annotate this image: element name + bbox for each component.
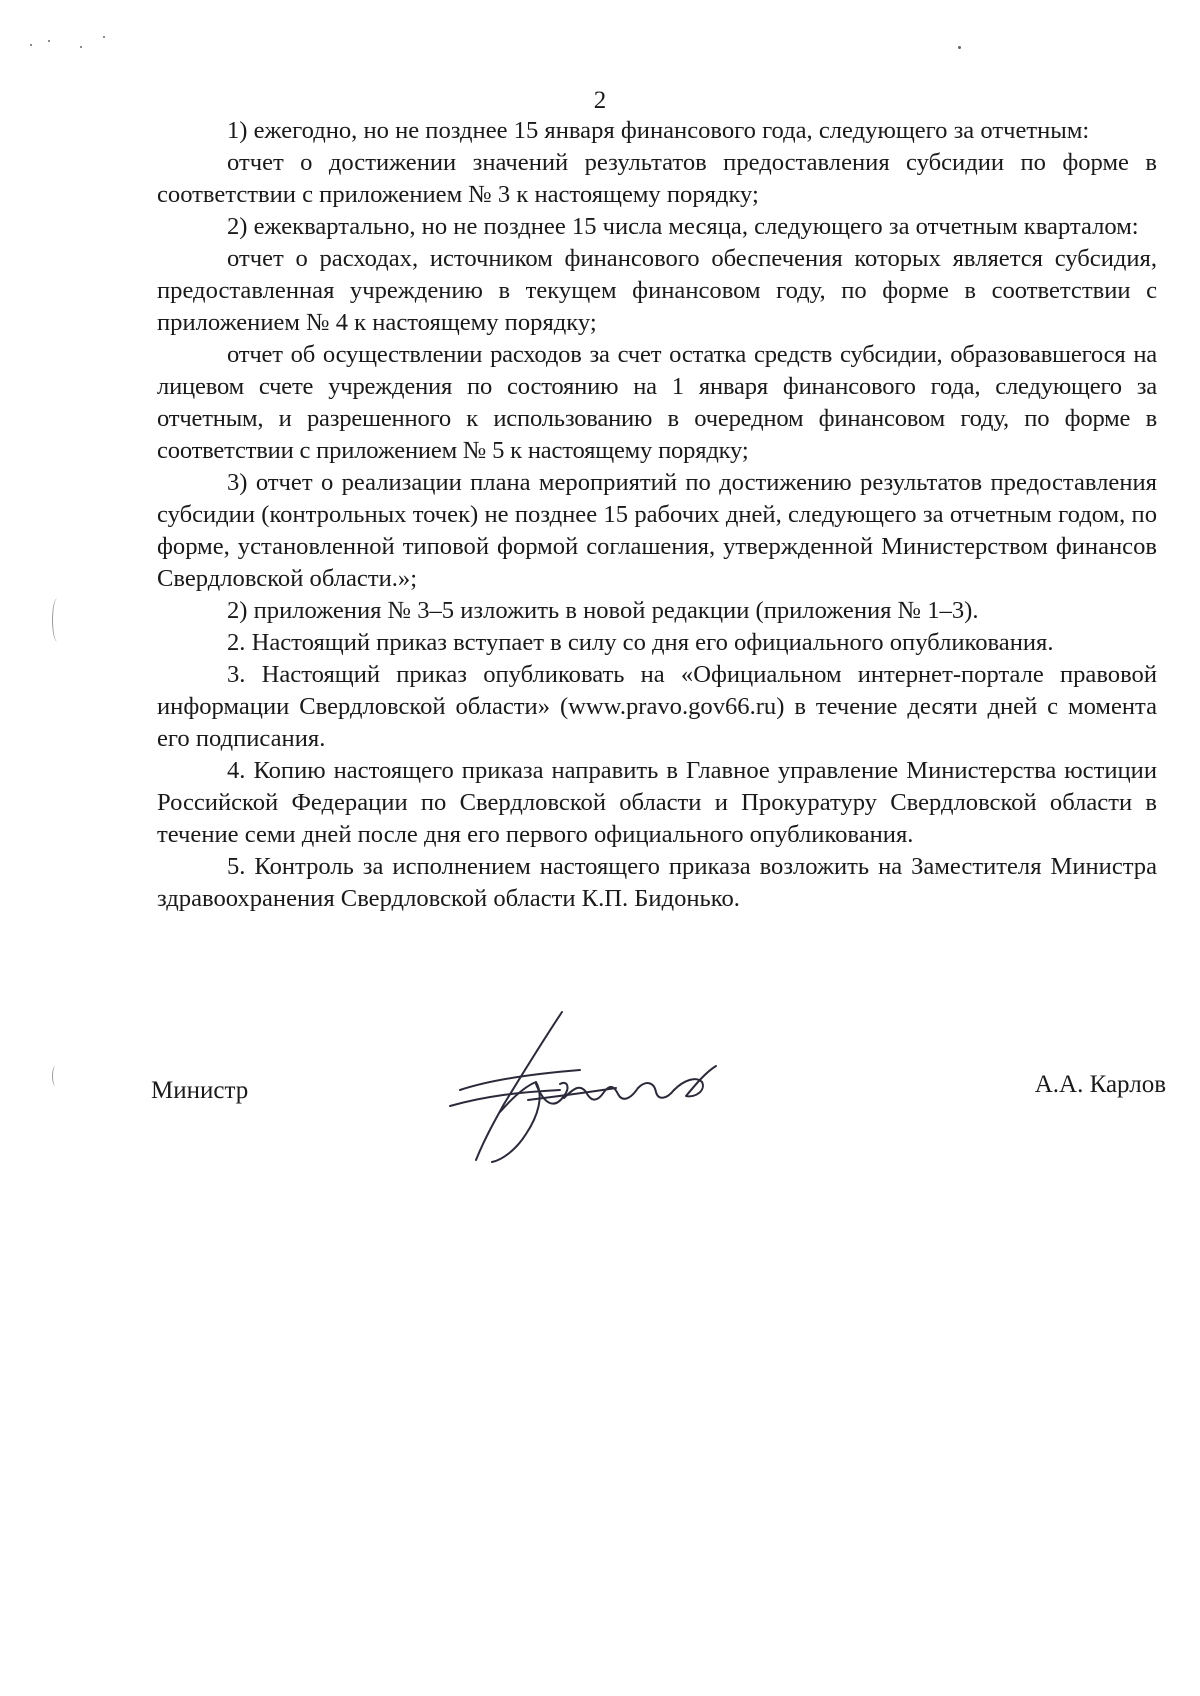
paragraph: отчет об осуществлении расходов за счет остатка средств субсидии, образовавшегося на лицевом счете учреждения по состоянию на 1 января финансового года, следующего за отчетным, и разрешенного к использованию в очередном финансовом году, по форме в соответствии с приложением № 5 к настоящему порядку;: [157, 341, 1157, 464]
signatory-name: А.А. Карлов: [1034, 1071, 1166, 1098]
scan-speck: [48, 40, 50, 42]
paragraph: 4. Копию настоящего приказа направить в Главное управление Министерства юстиции Российской Федерации по Свердловской области и Прокуратуру Свердловской области в течение семи дней после дня его первого официального опубликования.: [157, 757, 1157, 848]
handwritten-signature: [440, 1000, 770, 1175]
scan-speck: [958, 46, 961, 49]
scan-speck: [103, 36, 105, 38]
paragraph: отчет о расходах, источником финансового обеспечения которых является субсидия, предоставленная учреждению в текущем финансовом году, по форме в соответствии с приложением № 4 к настоящему порядку;: [157, 245, 1157, 336]
paragraph: отчет о достижении значений результатов предоставления субсидии по форме в соответствии с приложением № 3 к настоящему порядку;: [157, 149, 1157, 208]
paragraph: 2. Настоящий приказ вступает в силу со дня его официального опубликования.: [227, 629, 1054, 656]
paragraph: 5. Контроль за исполнением настоящего приказа возложить на Заместителя Министра здравоохранения Свердловской области К.П. Бидонько.: [157, 853, 1157, 912]
signatory-title: Министр: [151, 1077, 249, 1104]
signature-block: [0, 1000, 1200, 1200]
paragraph: 3. Настоящий приказ опубликовать на «Официальном интернет-портале правовой информации Свердловской области» (www.pravo.gov66.ru) в течение десяти дней с момента его подписания.: [157, 661, 1157, 752]
paragraph: 1) ежегодно, но не позднее 15 января финансового года, следующего за отчетным:: [227, 117, 1090, 144]
scan-speck: [30, 44, 32, 46]
scan-margin-mark: [52, 598, 63, 642]
paragraph: 2) приложения № 3–5 изложить в новой редакции (приложения № 1–3).: [227, 597, 979, 624]
paragraph: 2) ежеквартально, но не позднее 15 числа месяца, следующего за отчетным кварталом:: [227, 213, 1139, 240]
scan-speck: [80, 46, 82, 48]
paragraph: 3) отчет о реализации плана мероприятий по достижению результатов предоставления субсидии (контрольных точек) не позднее 15 рабочих дней, следующего за отчетным годом, по форме, установленной типовой формой соглашения, утвержденной Министерством финансов Свердловской области.»;: [157, 469, 1157, 592]
document-body: [157, 115, 1157, 915]
page-number: 2: [593, 87, 607, 114]
